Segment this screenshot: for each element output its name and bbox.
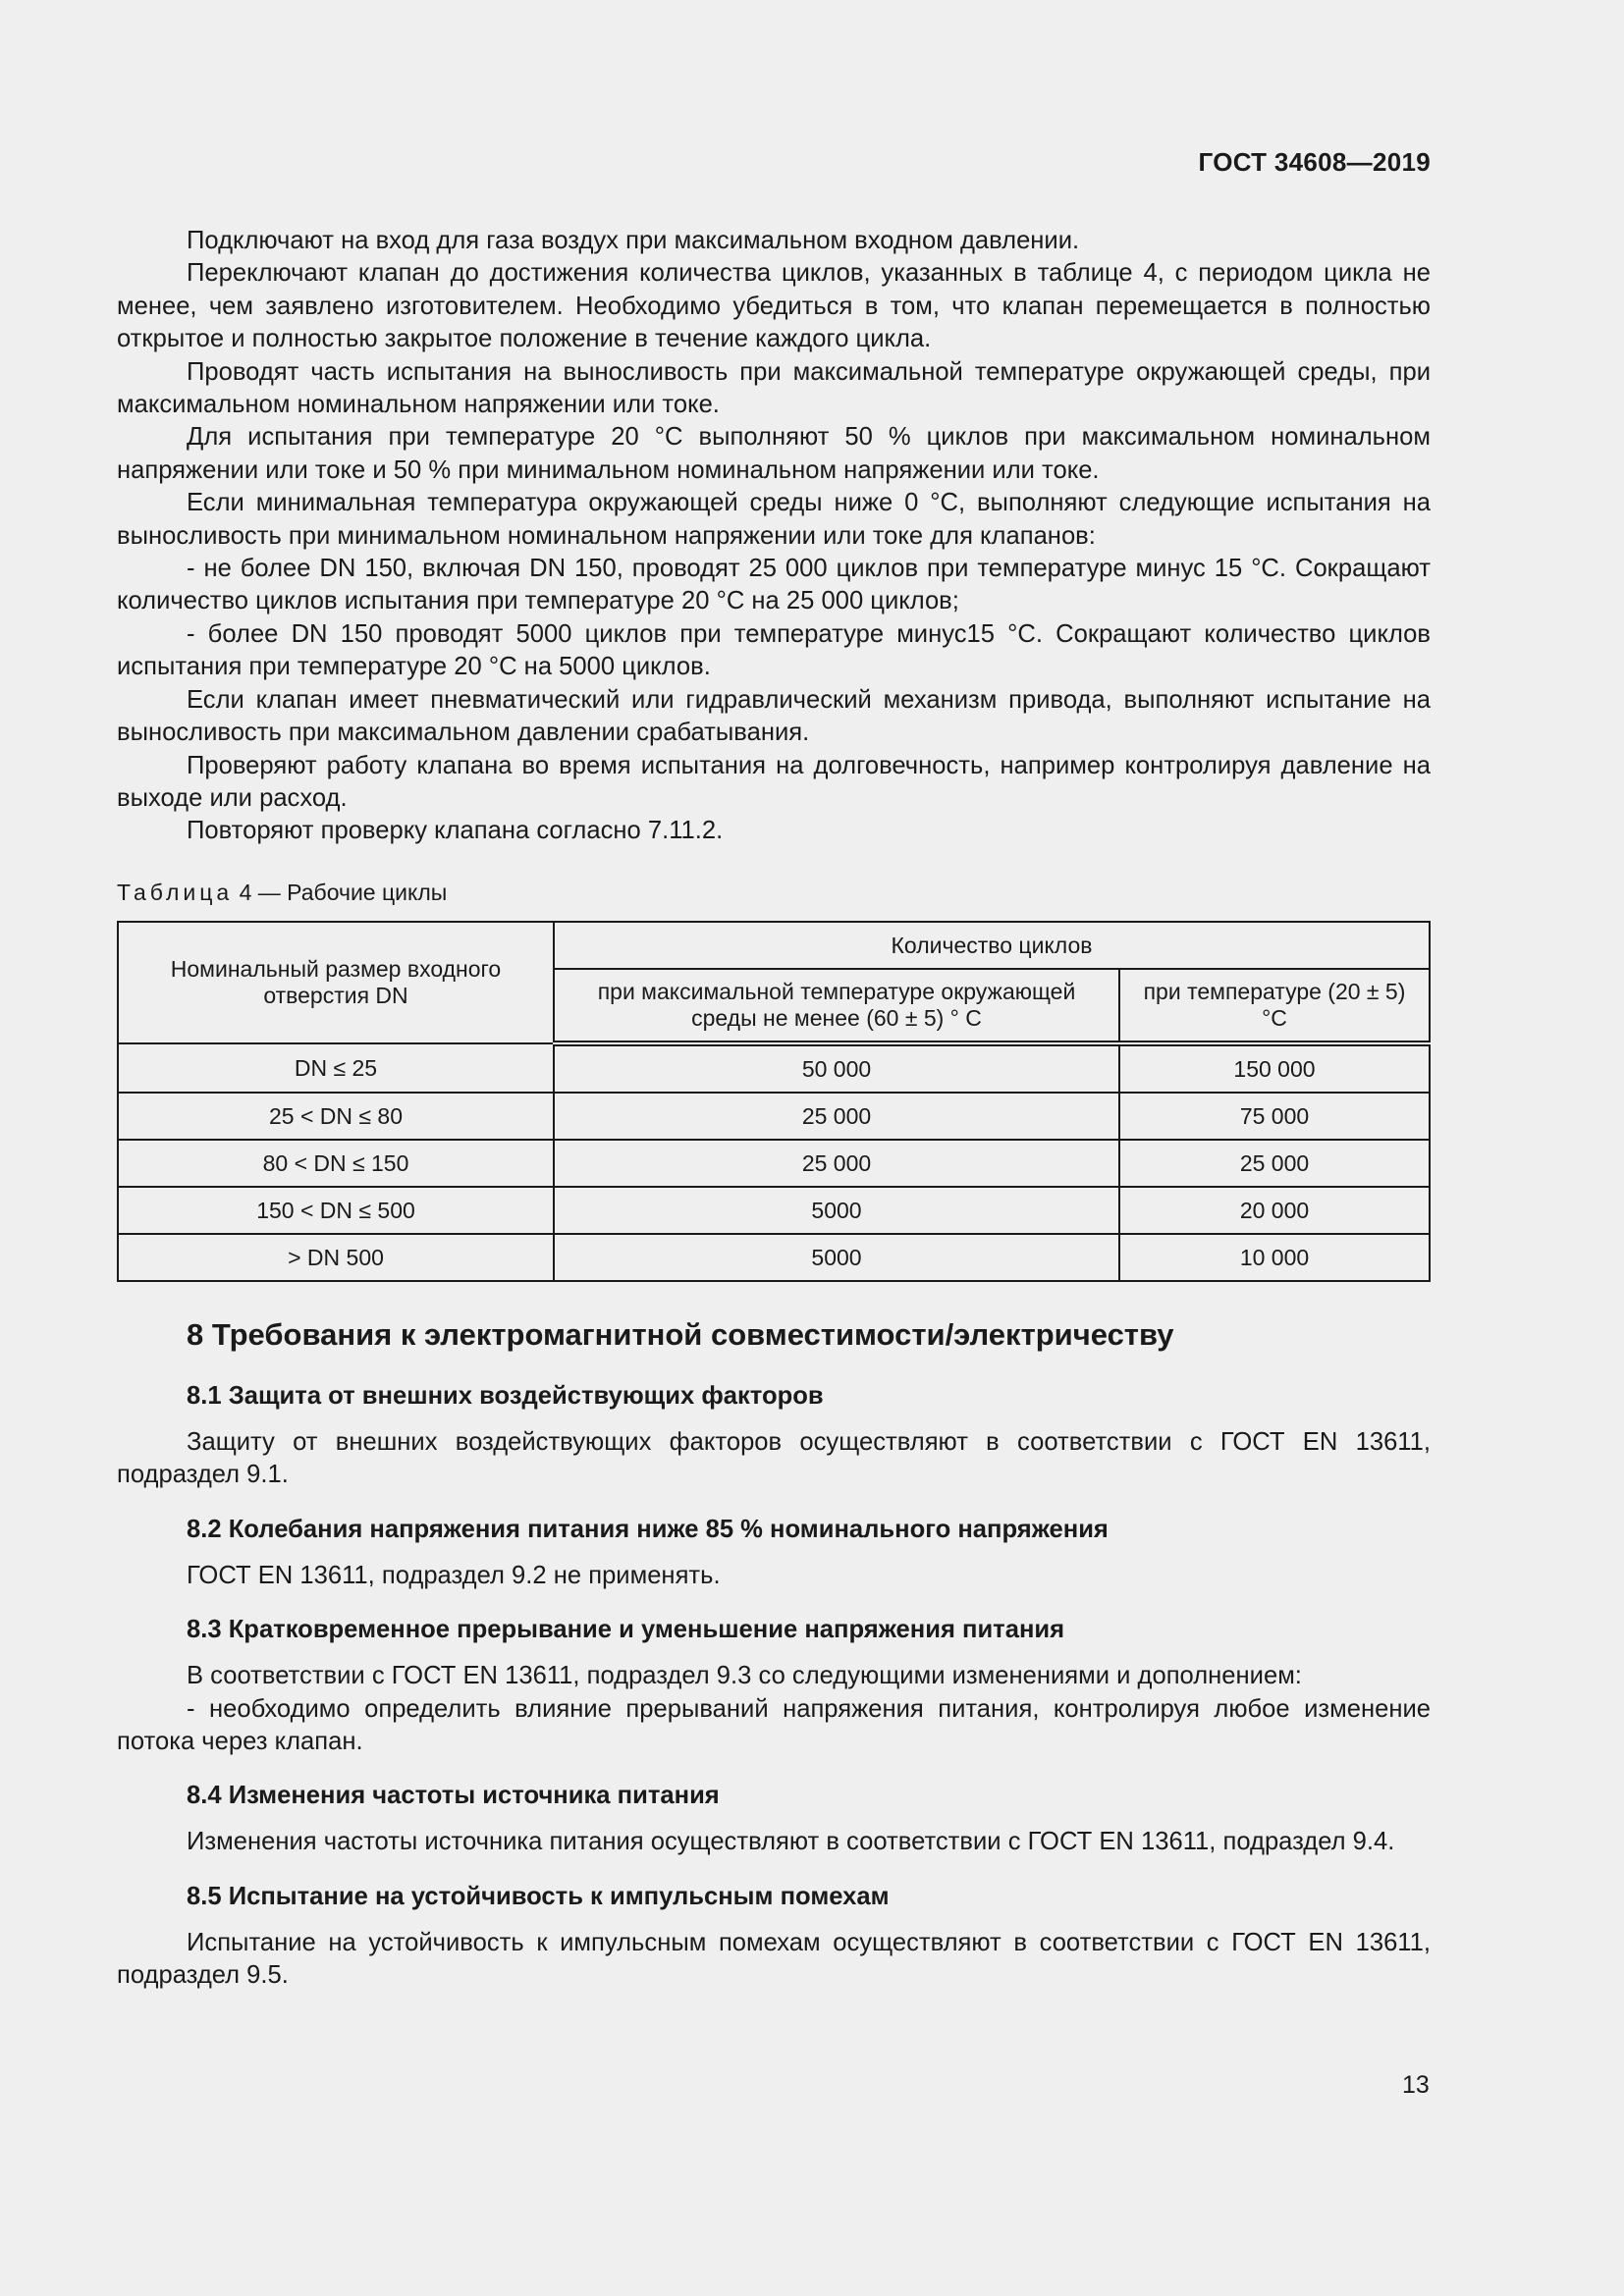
cell-size: 150 < DN ≤ 500: [118, 1187, 554, 1234]
section-heading: 8 Требования к электромагнитной совместимости/электричеству: [187, 1317, 1174, 1352]
body-text: [117, 225, 1431, 848]
cell-20c: 25 000: [1119, 1140, 1430, 1187]
subsection-heading: 8.2 Колебания напряжения питания ниже 85 % номинального напряжения: [187, 1515, 1109, 1543]
paragraph: Защиту от внешних воздействующих факторов осуществляют в соответствии с ГОСТ EN 13611, подраздел 9.1.: [117, 1428, 1431, 1489]
paragraph: Проводят часть испытания на выносливость при максимальной температуре окружающей среды, при максимальном номинальном напряжении или токе.: [117, 357, 1431, 419]
section-8: [117, 1315, 1431, 1993]
list-item: - необходимо определить влияние прерываний напряжения питания, контролируя любое изменение потока через клапан.: [117, 1694, 1431, 1756]
paragraph: Если минимальная температура окружающей среды ниже 0 °С, выполняют следующие испытания на выносливость при минимальном номинальном напряжении или токе для клапанов:: [117, 489, 1431, 550]
paragraph: Переключают клапан до достижения количества циклов, указанных в таблице 4, с периодом цикла не менее, чем заявлено изготовителем. Необходимо убедиться в том, что клапан перемещается в полностью открытое и полностью закрытое положение в течение каждого цикла.: [117, 259, 1431, 353]
table-row: [118, 1093, 1430, 1140]
column-header-20c: при температуре (20 ± 5) °С: [1119, 969, 1430, 1043]
cell-size: 25 < DN ≤ 80: [118, 1093, 554, 1140]
operating-cycles-table: [117, 921, 1431, 1282]
cell-max-temp: 25 000: [554, 1140, 1119, 1187]
cell-size: > DN 500: [118, 1234, 554, 1281]
cell-max-temp: 5000: [554, 1187, 1119, 1234]
list-item: - не более DN 150, включая DN 150, проводят 25 000 циклов при температуре минус 15 °С. Сокращают количество циклов испытания при температуре 20 °С на 25 000 циклов;: [117, 555, 1431, 615]
cell-max-temp: 50 000: [554, 1043, 1119, 1093]
subsection-heading: 8.4 Изменения частоты источника питания: [187, 1782, 720, 1810]
list-item: - более DN 150 проводят 5000 циклов при температуре минус15 °С. Сокращают количество циклов испытания при температуре 20 °С на 5000 циклов.: [117, 619, 1431, 681]
paragraph: Повторяют проверку клапана согласно 7.11.2.: [187, 817, 724, 845]
subsection-heading: 8.5 Испытание на устойчивость к импульсным помехам: [187, 1882, 890, 1910]
table-caption-title: 4 — Рабочие циклы: [233, 880, 448, 905]
table-row: [118, 1140, 1430, 1187]
paragraph: Испытание на устойчивость к импульсным помехам осуществляют в соответствии с ГОСТ EN 13611, подраздел 9.5.: [117, 1928, 1431, 1990]
cell-20c: 150 000: [1119, 1043, 1430, 1093]
cell-size: DN ≤ 25: [118, 1043, 554, 1093]
cell-20c: 75 000: [1119, 1093, 1430, 1140]
group-header-cycles: Количество циклов: [554, 922, 1430, 969]
document-id: ГОСТ 34608—2019: [1198, 147, 1431, 177]
table-row: [118, 1234, 1430, 1281]
subsection-heading: 8.3 Кратковременное прерывание и уменьшение напряжения питания: [187, 1616, 1065, 1644]
cell-max-temp: 25 000: [554, 1093, 1119, 1140]
paragraph: Проверяют работу клапана во время испытания на долговечность, например контролируя давление на выходе или расход.: [117, 751, 1431, 812]
paragraph: В соответствии с ГОСТ EN 13611, подраздел 9.3 со следующими изменениями и дополнением:: [187, 1662, 1302, 1690]
paragraph: Изменения частоты источника питания осуществляют в соответствии с ГОСТ EN 13611, подраздел 9.4.: [187, 1828, 1395, 1856]
table-row: [118, 1043, 1430, 1093]
cell-20c: 10 000: [1119, 1234, 1430, 1281]
table-caption-label: Таблица: [117, 880, 234, 905]
subsection-heading: 8.1 Защита от внешних воздействующих факторов: [187, 1382, 824, 1410]
cell-max-temp: 5000: [554, 1234, 1119, 1281]
paragraph: ГОСТ EN 13611, подраздел 9.2 не применять.: [187, 1561, 721, 1589]
page-number: 13: [1402, 2071, 1430, 2099]
paragraph: Подключают на вход для газа воздух при максимальном входном давлении.: [187, 227, 1080, 254]
column-header-size: Номинальный размер входного отверстия DN: [118, 922, 554, 1043]
table-row: [118, 1187, 1430, 1234]
table-caption: [117, 878, 447, 907]
paragraph: Для испытания при температуре 20 °С выполняют 50 % циклов при максимальном номинальном напряжении или токе и 50 % при минимальном номинальном напряжении или токе.: [117, 423, 1431, 484]
cell-20c: 20 000: [1119, 1187, 1430, 1234]
column-header-max-temp: при максимальной температуре окружающей среды не менее (60 ± 5) ° С: [554, 969, 1119, 1043]
cell-size: 80 < DN ≤ 150: [118, 1140, 554, 1187]
paragraph: Если клапан имеет пневматический или гидравлический механизм привода, выполняют испытание на выносливость при максимальном давлении срабатывания.: [117, 685, 1431, 747]
